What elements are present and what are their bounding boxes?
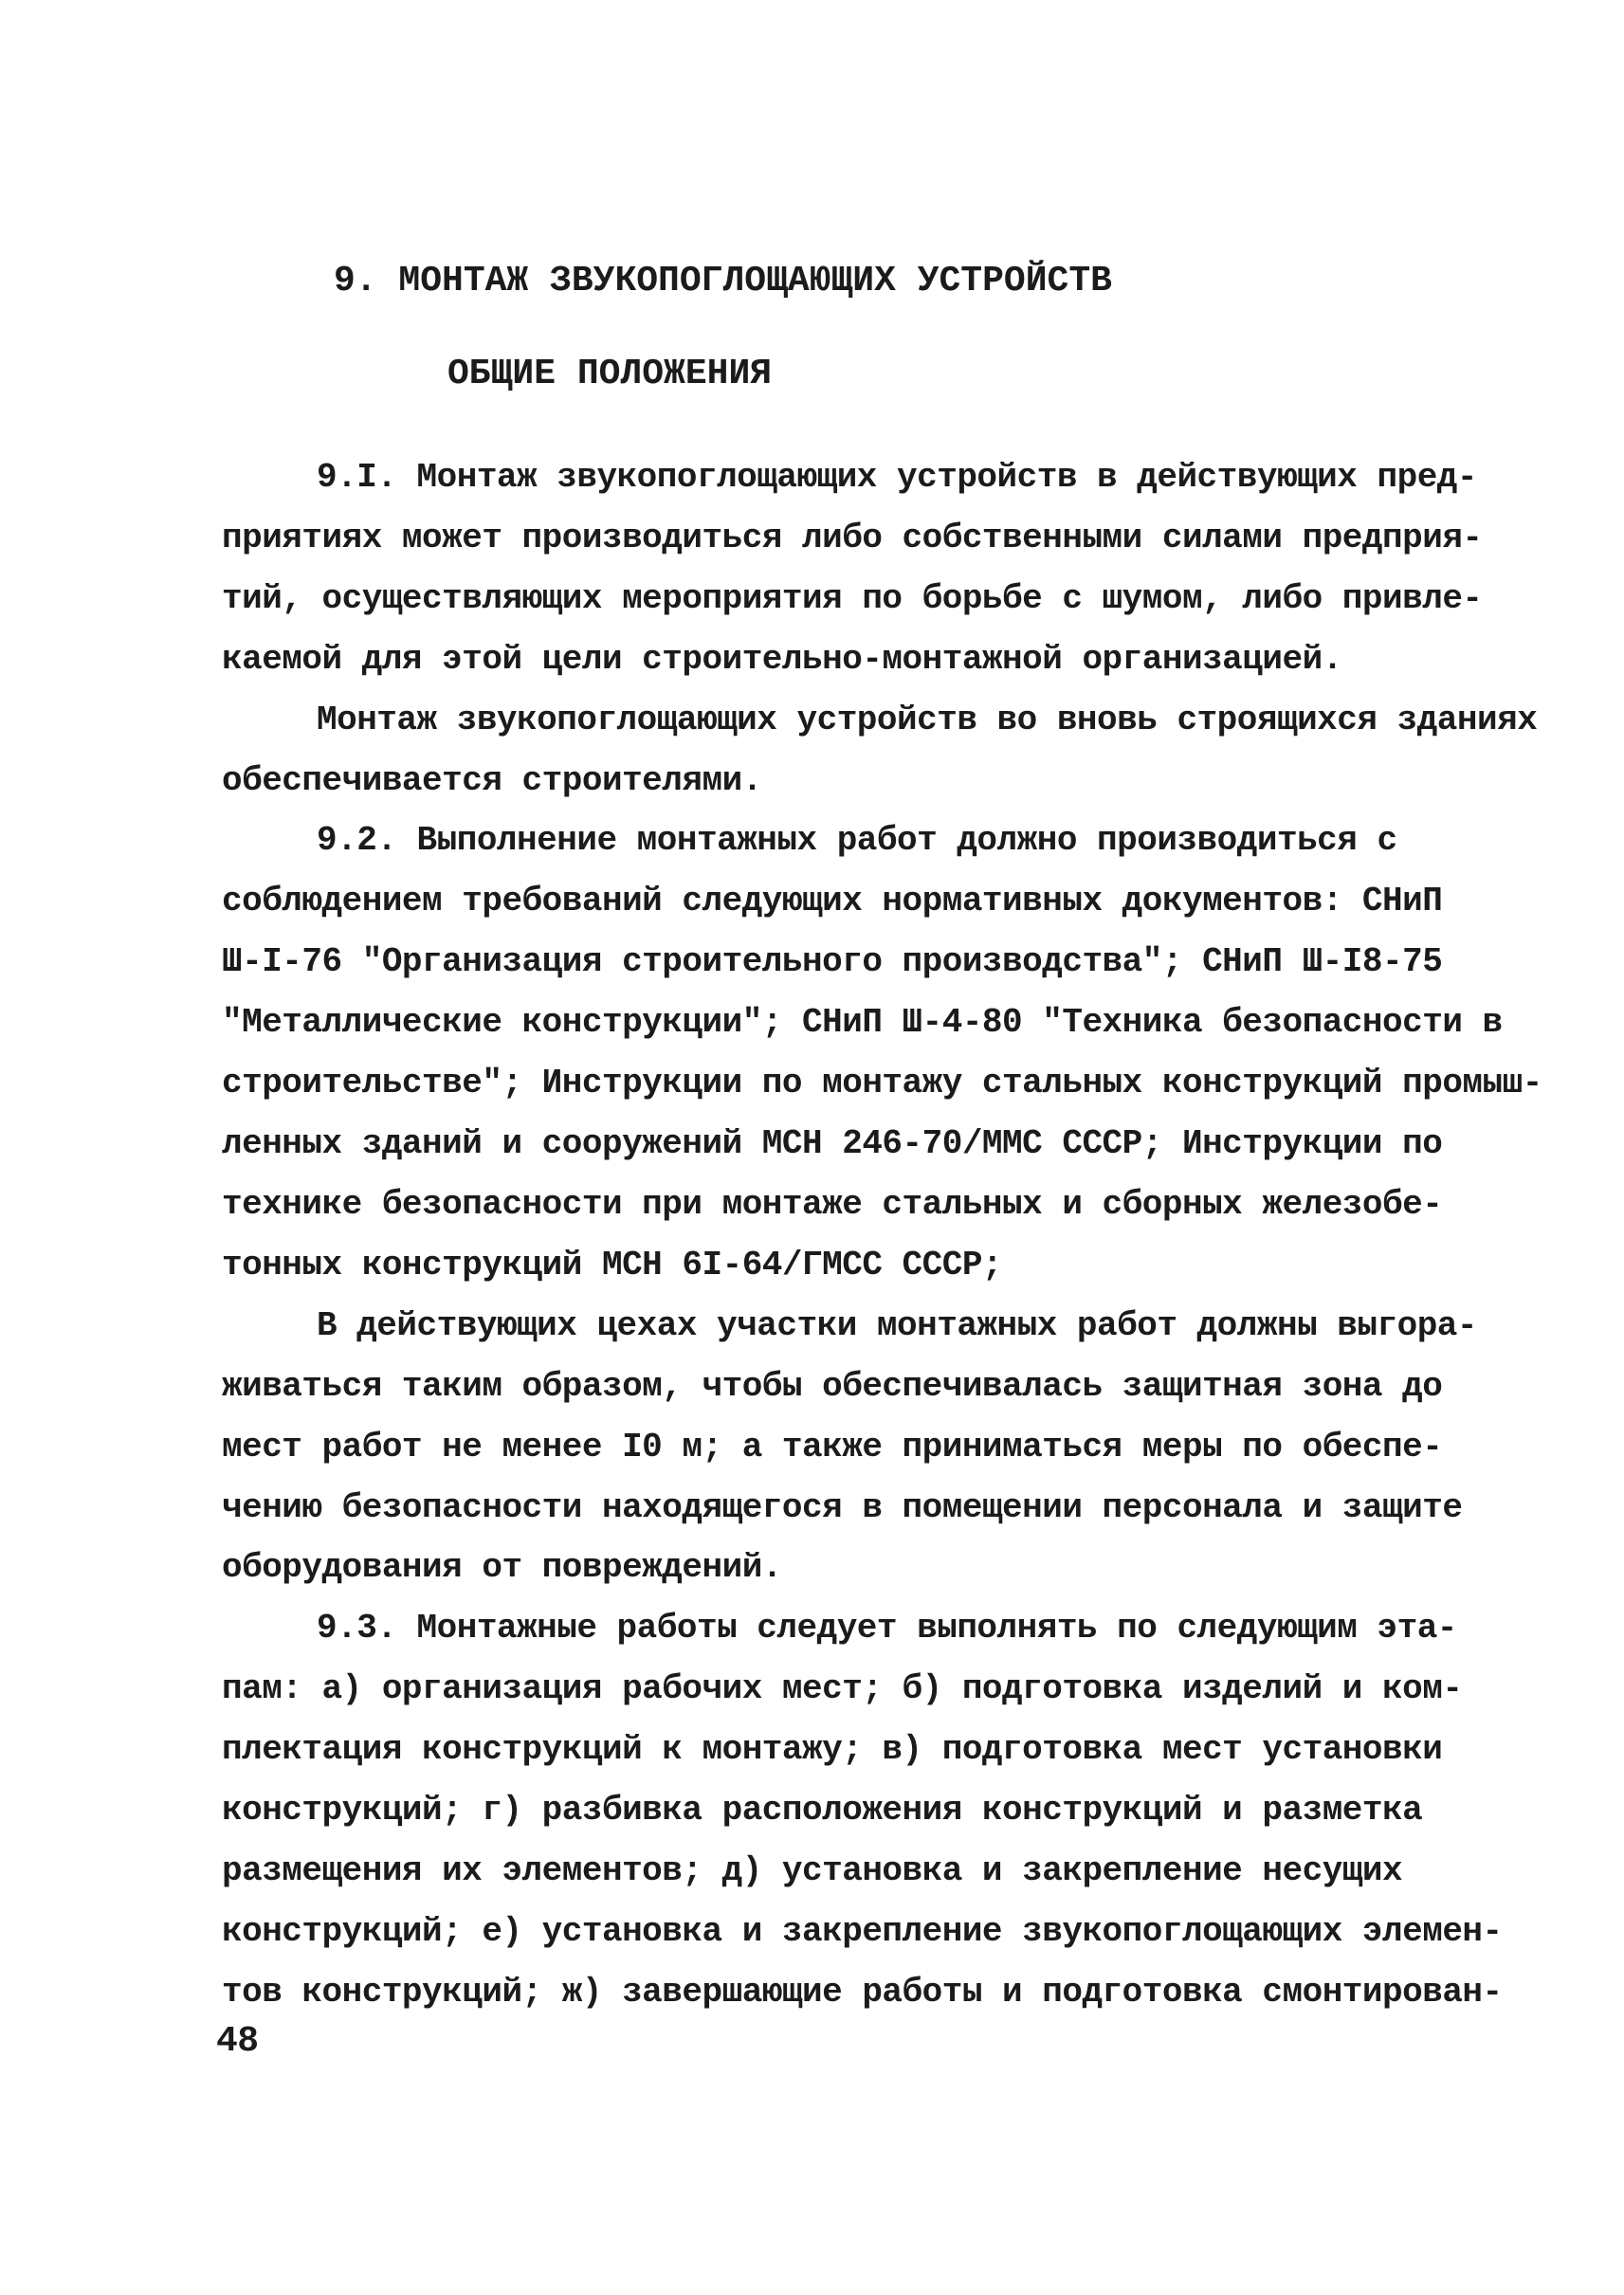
body-line: конструкций; е) установка и закрепление звукопоглощающих элемен- [222, 1912, 1503, 1951]
body-line: чению безопасности находящегося в помещении персонала и защите [222, 1488, 1463, 1527]
body-line: Монтаж звукопоглощающих устройств во вновь строящихся зданиях [317, 701, 1538, 739]
body-line: оборудования от повреждений. [222, 1548, 782, 1587]
body-line: мест работ не менее I0 м; а также приниматься меры по обеспе- [222, 1428, 1443, 1466]
section-heading: 9. МОНТАЖ ЗВУКОПОГЛОЩАЮЩИХ УСТРОЙСТВ [334, 261, 1112, 301]
body-line: В действующих цехах участки монтажных работ должны выгора- [317, 1306, 1478, 1345]
body-line: плектация конструкций к монтажу; в) подготовка мест установки [222, 1730, 1443, 1769]
body-line: обеспечивается строителями. [222, 761, 762, 800]
body-line: технике безопасности при монтаже стальных и сборных железобе- [222, 1185, 1443, 1224]
body-line: тонных конструкций МСН 6I-64/ГМСС СССР; [222, 1246, 1003, 1284]
body-line: приятиях может производиться либо собственными силами предприя- [222, 519, 1483, 557]
body-line: "Металлические конструкции"; СНиП Ш-4-80 "Техника безопасности в [222, 1003, 1503, 1042]
body-line: строительстве"; Инструкции по монтажу стальных конструкций промыш- [222, 1064, 1542, 1102]
body-line: 9.3. Монтажные работы следует выполнять по следующим эта- [317, 1609, 1457, 1648]
body-line: соблюдением требований следующих нормативных документов: СНиП [222, 882, 1443, 920]
body-line: 9.2. Выполнение монтажных работ должно производиться с [317, 821, 1397, 860]
body-line: ленных зданий и сооружений МСН 246-70/ММС СССР; Инструкции по [222, 1124, 1443, 1163]
body-line: 9.I. Монтаж звукопоглощающих устройств в действующих пред- [317, 458, 1478, 497]
body-line: размещения их элементов; д) установка и закрепление несущих [222, 1851, 1403, 1890]
subsection-heading: ОБЩИЕ ПОЛОЖЕНИЯ [447, 354, 773, 394]
body-line: Ш-I-76 "Организация строительного производства"; СНиП Ш-I8-75 [222, 942, 1443, 981]
page-number: 48 [216, 2021, 259, 2062]
body-line: тов конструкций; ж) завершающие работы и подготовка смонтирован- [222, 1973, 1503, 2012]
body-line: живаться таким образом, чтобы обеспечивалась защитная зона до [222, 1367, 1443, 1406]
body-line: тий, осуществляющих мероприятия по борьбе с шумом, либо привле- [222, 579, 1483, 618]
body-line: каемой для этой цели строительно-монтажной организацией. [222, 640, 1342, 679]
body-line: пам: а) организация рабочих мест; б) подготовка изделий и ком- [222, 1669, 1463, 1708]
body-line: конструкций; г) разбивка расположения конструкций и разметка [222, 1791, 1423, 1830]
